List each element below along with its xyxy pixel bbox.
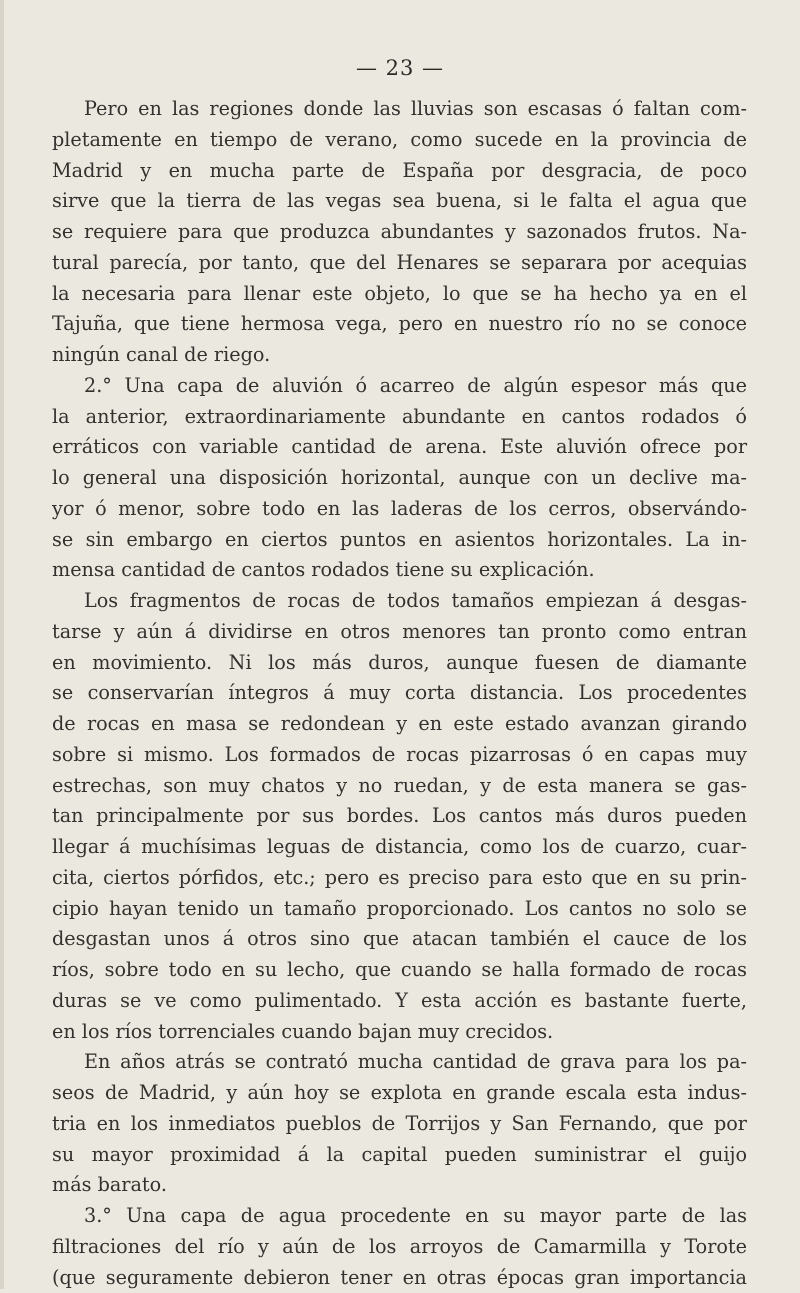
text-line: lo general una disposición horizontal, aunque con un declive ma- — [52, 463, 747, 494]
page-number: — 23 — — [0, 56, 800, 80]
text-line: erráticos con variable cantidad de arena. Este aluvión ofrece por — [52, 432, 747, 463]
text-line: (que seguramente debieron tener en otras épocas gran importancia — [52, 1263, 747, 1293]
text-line: Tajuña, que tiene hermosa vega, pero en nuestro río no se conoce — [52, 309, 747, 340]
body-text — [52, 94, 747, 1293]
text-line: tan principalmente por sus bordes. Los cantos más duros pueden — [52, 801, 747, 832]
text-line: en movimiento. Ni los más duros, aunque fuesen de diamante — [52, 648, 747, 679]
text-line: tria en los inmediatos pueblos de Torrijos y San Fernando, que por — [52, 1109, 747, 1140]
text-line: yor ó menor, sobre todo en las laderas de los cerros, observándo- — [52, 494, 747, 525]
text-line: más barato. — [52, 1170, 747, 1201]
text-line: de rocas en masa se redondean y en este estado avanzan girando — [52, 709, 747, 740]
text-line: duras se ve como pulimentado. Y esta acción es bastante fuerte, — [52, 986, 747, 1017]
text-line: Los fragmentos de rocas de todos tamaños empiezan á desgas- — [52, 586, 747, 617]
text-line: tural parecía, por tanto, que del Henares se separara por acequias — [52, 248, 747, 279]
text-line: la necesaria para llenar este objeto, lo que se ha hecho ya en el — [52, 279, 747, 310]
text-line: en los ríos torrenciales cuando bajan muy crecidos. — [52, 1017, 747, 1048]
text-line: ríos, sobre todo en su lecho, que cuando se halla formado de rocas — [52, 955, 747, 986]
text-line: la anterior, extraordinariamente abundante en cantos rodados ó — [52, 402, 747, 433]
text-line: sirve que la tierra de las vegas sea buena, si le falta el agua que — [52, 186, 747, 217]
text-line: se requiere para que produzca abundantes y sazonados frutos. Na- — [52, 217, 747, 248]
text-line: llegar á muchísimas leguas de distancia, como los de cuarzo, cuar- — [52, 832, 747, 863]
text-line: Madrid y en mucha parte de España por desgracia, de poco — [52, 156, 747, 187]
text-line: 2.° Una capa de aluvión ó acarreo de algún espesor más que — [52, 371, 747, 402]
text-line: filtraciones del río y aún de los arroyos de Camarmilla y Torote — [52, 1232, 747, 1263]
text-line: En años atrás se contrató mucha cantidad de grava para los pa- — [52, 1047, 747, 1078]
text-line: se sin embargo en ciertos puntos en asientos horizontales. La in- — [52, 525, 747, 556]
text-line: su mayor proximidad á la capital pueden suministrar el guijo — [52, 1140, 747, 1171]
text-line: cita, ciertos pórfidos, etc.; pero es preciso para esto que en su prin- — [52, 863, 747, 894]
text-line: desgastan unos á otros sino que atacan también el cauce de los — [52, 924, 747, 955]
text-line: 3.° Una capa de agua procedente en su mayor parte de las — [52, 1201, 747, 1232]
text-line: mensa cantidad de cantos rodados tiene su explicación. — [52, 555, 747, 586]
scan-edge — [0, 0, 4, 1289]
text-line: seos de Madrid, y aún hoy se explota en grande escala esta indus- — [52, 1078, 747, 1109]
text-line: ningún canal de riego. — [52, 340, 747, 371]
text-line: tarse y aún á dividirse en otros menores tan pronto como entran — [52, 617, 747, 648]
text-line: Pero en las regiones donde las lluvias son escasas ó faltan com- — [52, 94, 747, 125]
text-line: pletamente en tiempo de verano, como sucede en la provincia de — [52, 125, 747, 156]
text-line: cipio hayan tenido un tamaño proporcionado. Los cantos no solo se — [52, 894, 747, 925]
text-line: estrechas, son muy chatos y no ruedan, y de esta manera se gas- — [52, 771, 747, 802]
text-line: sobre si mismo. Los formados de rocas pizarrosas ó en capas muy — [52, 740, 747, 771]
text-line: se conservarían íntegros á muy corta distancia. Los procedentes — [52, 678, 747, 709]
